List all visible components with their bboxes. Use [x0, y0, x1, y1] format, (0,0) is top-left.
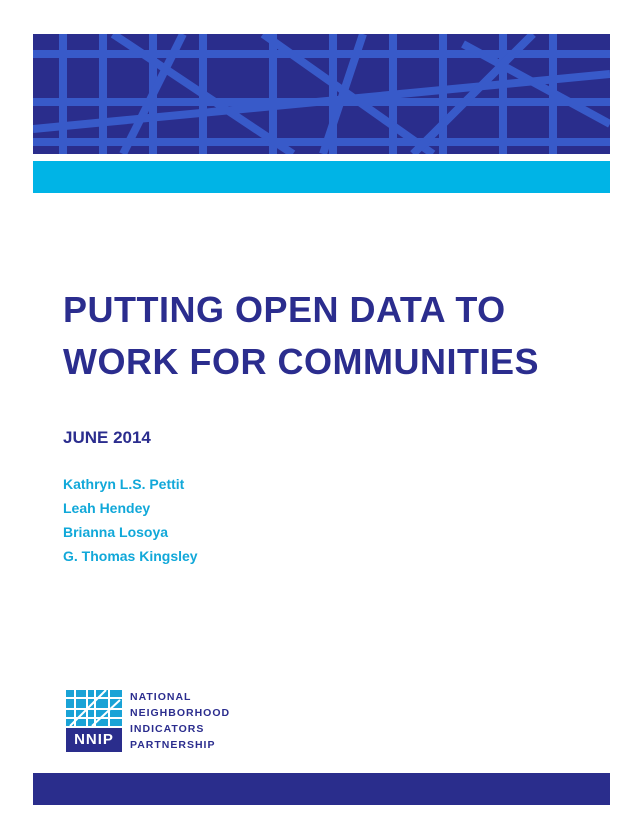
title-line-2: WORK FOR COMMUNITIES [63, 341, 539, 382]
title-line-1: PUTTING OPEN DATA TO [63, 289, 506, 330]
author-list [63, 472, 198, 568]
author-name: Kathryn L.S. Pettit [63, 476, 185, 492]
logo-word: PARTNERSHIP [130, 739, 216, 751]
header-grid-banner [33, 34, 610, 154]
nnip-logo [66, 688, 266, 754]
grid-logo-icon [66, 688, 122, 752]
logo-wordmark [130, 689, 230, 753]
logo-word: INDICATORS [130, 723, 205, 735]
report-title [63, 284, 539, 388]
logo-word: NEIGHBORHOOD [130, 707, 231, 719]
footer-band [33, 773, 610, 805]
author-name: G. Thomas Kingsley [63, 548, 198, 564]
logo-word: NATIONAL [130, 691, 192, 703]
publication-date: JUNE 2014 [63, 428, 151, 447]
logo-abbreviation: NNIP [66, 728, 122, 752]
author-name: Brianna Losoya [63, 524, 169, 540]
author-name: Leah Hendey [63, 500, 151, 516]
street-grid-pattern [33, 34, 610, 154]
accent-band [33, 161, 610, 193]
